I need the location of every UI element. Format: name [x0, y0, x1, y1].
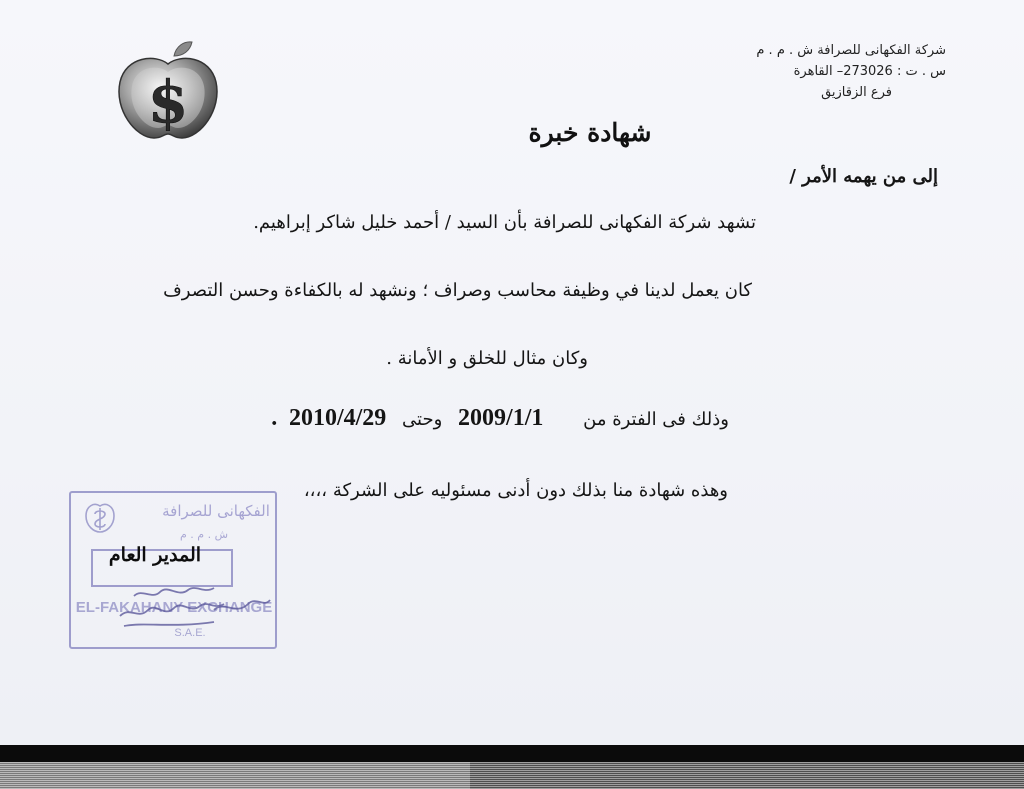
period-end-date: 2010/4/29: [288, 405, 387, 431]
company-name: شركة الفكهانى للصرافة ش . م . م: [756, 43, 946, 58]
company-branch: فرع الزقازيق: [821, 85, 892, 100]
dollar-apple-icon: [112, 34, 224, 146]
paragraph-3: وكان مثال للخلق و الأمانة .: [386, 348, 588, 369]
signature-title: المدير العام: [108, 544, 202, 566]
employment-period: [259, 405, 729, 432]
scan-footer-dark-block: [470, 762, 1024, 789]
company-registry: س . ت : 273026– القاهرة: [793, 64, 946, 79]
period-start-date: 2009/1/1: [458, 405, 544, 431]
period-to-label: وحتى: [402, 409, 443, 430]
logo-symbol: $: [147, 68, 189, 136]
stamp-company-type: ش . م . م: [179, 528, 229, 541]
stamp-company-latin: EL-FAKAHANY EXCHANGE: [75, 599, 273, 616]
stamp-company-suffix: S.A.E.: [174, 627, 206, 639]
stamp-company-arabic: الفكهانى للصرافة: [162, 502, 270, 520]
company-header: [646, 40, 946, 103]
paragraph-2: كان يعمل لدينا في وظيفة محاسب وصراف ؛ ونشهد له بالكفاءة وحسن التصرف: [163, 280, 752, 301]
certificate-title: شهادة خبرة: [528, 118, 652, 147]
scan-footer-stripes: [0, 762, 1024, 789]
salutation: إلى من يهمه الأمر /: [789, 166, 938, 187]
company-stamp: [64, 488, 282, 654]
period-from-label: وذلك فى الفترة من: [583, 409, 729, 430]
stamp-dollar-icon: [86, 504, 114, 532]
paragraph-1: تشهد شركة الفكهانى للصرافة بأن السيد / أحمد خليل شاكر إبراهيم.: [253, 212, 756, 233]
period-end-mark: .: [271, 405, 278, 431]
paragraph-disclaimer: وهذه شهادة منا بذلك دون أدنى مسئوليه على الشركة ،،،،: [303, 480, 728, 501]
